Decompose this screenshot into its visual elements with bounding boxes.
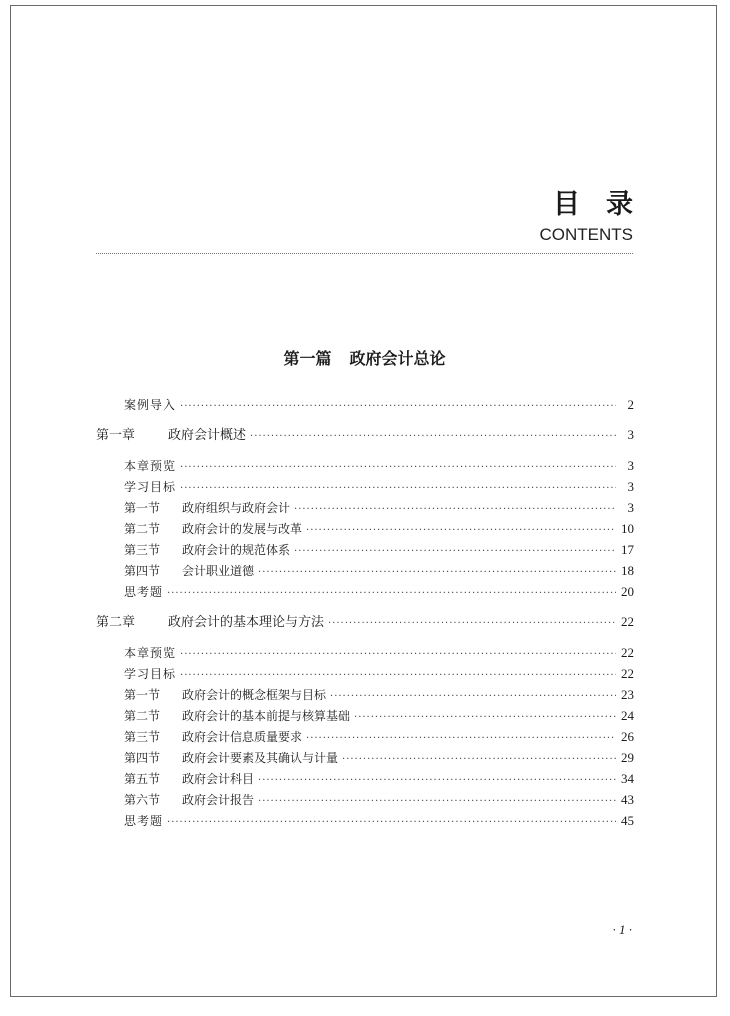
toc-entry-page: 43 [621, 792, 634, 807]
section-title: 政府会计的发展与改革 [182, 522, 303, 536]
section-number: 第五节 [124, 772, 161, 786]
toc-entry-page: 26 [621, 729, 634, 744]
toc-entry-page: 3 [627, 479, 634, 494]
section-title: 政府会计信息质量要求 [182, 730, 303, 744]
dot-leader [294, 541, 616, 562]
page-number: · 1 · [612, 922, 632, 937]
chapter-page: 22 [621, 614, 634, 629]
dot-leader [167, 583, 616, 604]
toc-entry[interactable] [96, 810, 634, 831]
section-number: 第四节 [124, 564, 161, 578]
table-of-contents [96, 394, 634, 831]
toc-entry-page: 18 [621, 563, 634, 578]
dot-leader [258, 791, 616, 812]
toc-entry[interactable] [96, 726, 634, 747]
chapter-title: 政府会计概述 [168, 428, 247, 443]
toc-entry[interactable] [96, 747, 634, 768]
section-title: 政府会计科目 [182, 772, 255, 786]
section-number: 第三节 [124, 543, 161, 557]
toc-chapter-1[interactable] [96, 424, 634, 446]
chapter-number: 第二章 [96, 615, 136, 630]
toc-entry-intro[interactable] [96, 394, 634, 415]
section-number: 第三节 [124, 730, 161, 744]
toc-entry[interactable] [96, 518, 634, 539]
toc-entry-page: 2 [627, 397, 634, 412]
dot-leader [180, 665, 616, 686]
toc-entry-page: 22 [621, 666, 634, 681]
toc-entry[interactable] [96, 539, 634, 560]
dot-leader [180, 457, 616, 478]
toc-header [96, 188, 659, 245]
dot-leader [180, 478, 616, 499]
section-number: 第四节 [124, 751, 161, 765]
toc-entry-page: 24 [621, 708, 634, 723]
section-title: 政府会计报告 [182, 793, 255, 807]
toc-entry[interactable] [96, 768, 634, 789]
toc-entry[interactable] [96, 581, 634, 602]
section-number: 第二节 [124, 709, 161, 723]
dot-leader [180, 396, 616, 417]
dot-leader [294, 499, 616, 520]
section-title: 会计职业道德 [182, 564, 255, 578]
part-number: 第一篇 [283, 349, 332, 368]
toc-entry-page: 17 [621, 542, 634, 557]
toc-entry-label: 思考题 [124, 814, 164, 828]
dot-leader [258, 770, 616, 791]
dot-leader [250, 426, 616, 448]
section-number: 第六节 [124, 793, 161, 807]
section-title: 政府会计的基本前提与核算基础 [182, 709, 351, 723]
toc-entry-page: 34 [621, 771, 634, 786]
dot-leader [180, 644, 616, 665]
section-title: 政府会计要素及其确认与计量 [182, 751, 339, 765]
header-divider [96, 253, 633, 254]
section-number: 第二节 [124, 522, 161, 536]
toc-entry-label: 思考题 [124, 585, 164, 599]
toc-entry-page: 45 [621, 813, 634, 828]
toc-entry[interactable] [96, 497, 634, 518]
chapter-title: 政府会计的基本理论与方法 [168, 615, 325, 630]
toc-entry-label: 学习目标 [124, 667, 177, 681]
part-title: 政府会计总论 [349, 349, 446, 368]
toc-entry-label: 学习目标 [124, 480, 177, 494]
toc-entry[interactable] [96, 789, 634, 810]
toc-entry[interactable] [96, 684, 634, 705]
toc-entry-page: 3 [627, 500, 634, 515]
dot-leader [354, 707, 616, 728]
toc-entry[interactable] [96, 705, 634, 726]
dot-leader [342, 749, 616, 770]
toc-entry-page: 10 [621, 521, 634, 536]
section-title: 政府会计的概念框架与目标 [182, 688, 327, 702]
dot-leader [306, 520, 616, 541]
toc-entry-label: 本章预览 [124, 646, 177, 660]
toc-chapter-2[interactable] [96, 611, 634, 633]
toc-title: 目录 [553, 189, 659, 220]
dot-leader [258, 562, 616, 583]
toc-entry[interactable] [96, 560, 634, 581]
part-heading [96, 348, 633, 370]
toc-entry[interactable] [96, 455, 634, 476]
toc-entry-label: 案例导入 [124, 398, 177, 412]
toc-entry[interactable] [96, 476, 634, 497]
dot-leader [306, 728, 616, 749]
toc-entry-label: 本章预览 [124, 459, 177, 473]
dot-leader [328, 613, 616, 635]
toc-entry-page: 29 [621, 750, 634, 765]
section-number: 第一节 [124, 688, 161, 702]
chapter-page: 3 [627, 427, 634, 442]
section-title: 政府组织与政府会计 [182, 501, 291, 515]
toc-entry-page: 22 [621, 645, 634, 660]
toc-entry[interactable] [96, 642, 634, 663]
toc-entry[interactable] [96, 663, 634, 684]
toc-subtitle: CONTENTS [539, 225, 633, 244]
section-title: 政府会计的规范体系 [182, 543, 291, 557]
section-number: 第一节 [124, 501, 161, 515]
toc-entry-page: 3 [627, 458, 634, 473]
dot-leader [330, 686, 616, 707]
chapter-number: 第一章 [96, 428, 136, 443]
toc-entry-page: 20 [621, 584, 634, 599]
dot-leader [167, 812, 616, 833]
toc-entry-page: 23 [621, 687, 634, 702]
